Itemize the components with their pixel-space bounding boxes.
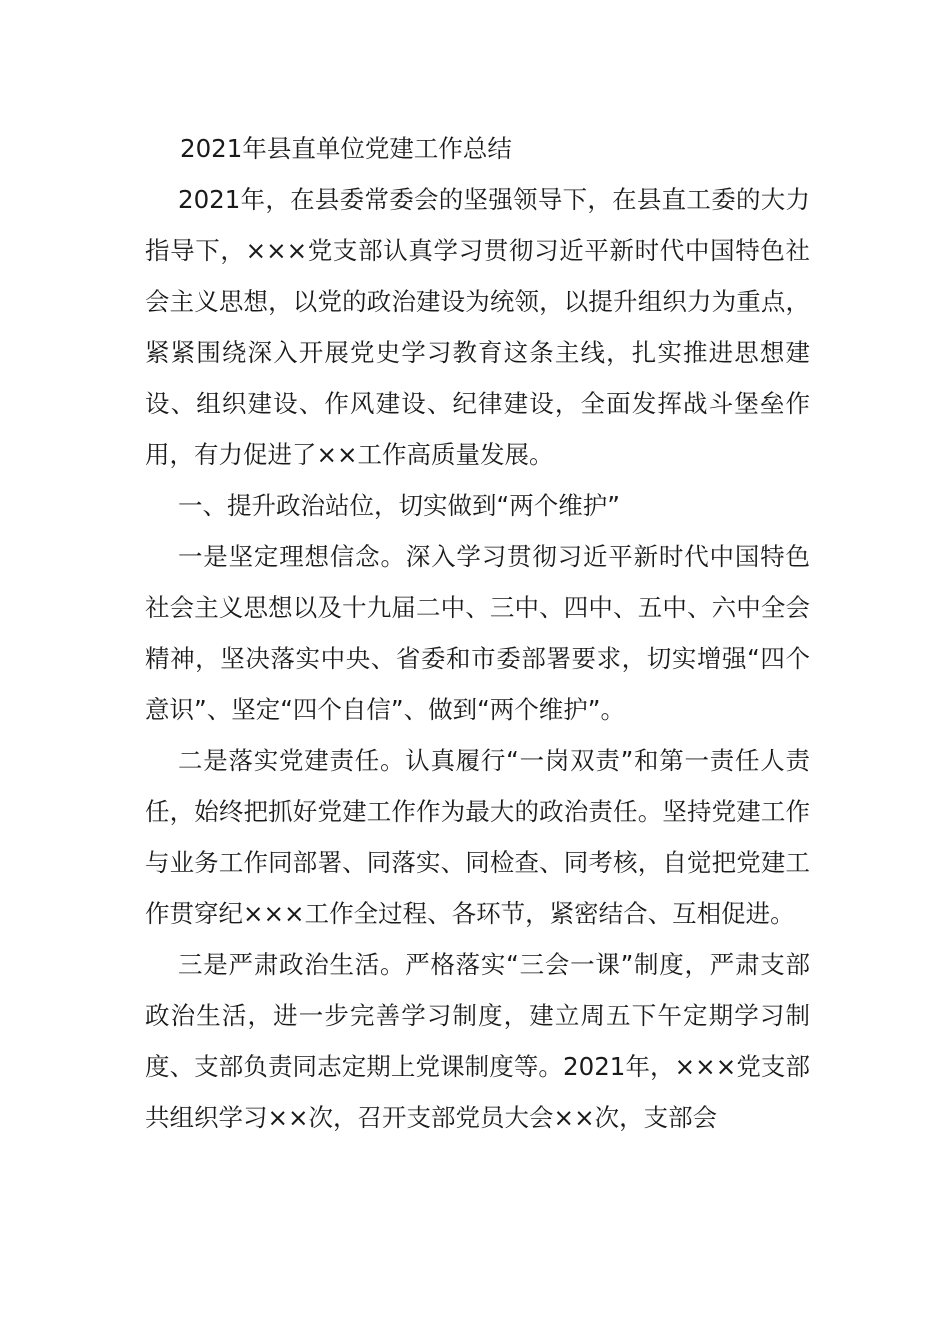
intro-paragraph: 2021年，在县委常委会的坚强领导下，在县直工委的大力指导下，×××党支部认真学习贯彻习近平新时代中国特色社会主义思想，以党的政治建设为统领，以提升组织力为重点，紧紧围绕深入开展党史学习教育这条主线，扎实推进思想建设、组织建设、作风建设、纪律建设，全面发挥战斗堡垒作用，有力促进了××工作高质量发展。 — [145, 185, 810, 469]
document-title: 2021年县直单位党建工作总结 — [180, 134, 512, 163]
item-paragraph-1: 一是坚定理想信念。深入学习贯彻习近平新时代中国特色社会主义思想以及十九届二中、三中、四中、五中、六中全会精神，坚决落实中央、省委和市委部署要求，切实增强“四个意识”、坚定“四个自信”、做到“两个维护”。 — [145, 542, 810, 724]
section-heading: 一、提升政治站位，切实做到“两个维护” — [178, 491, 620, 520]
item-paragraph-3: 三是严肃政治生活。严格落实“三会一课”制度，严肃支部政治生活，进一步完善学习制度，建立周五下午定期学习制度、支部负责同志定期上党课制度等。2021年，×××党支部共组织学习××次，召开支部党员大会××次，支部会 — [145, 950, 810, 1132]
document-body — [145, 123, 810, 1143]
item-paragraph-2: 二是落实党建责任。认真履行“一岗双责”和第一责任人责任，始终把抓好党建工作作为最大的政治责任。坚持党建工作与业务工作同部署、同落实、同检查、同考核，自觉把党建工作贯穿纪×××工作全过程、各环节，紧密结合、互相促进。 — [145, 746, 810, 928]
